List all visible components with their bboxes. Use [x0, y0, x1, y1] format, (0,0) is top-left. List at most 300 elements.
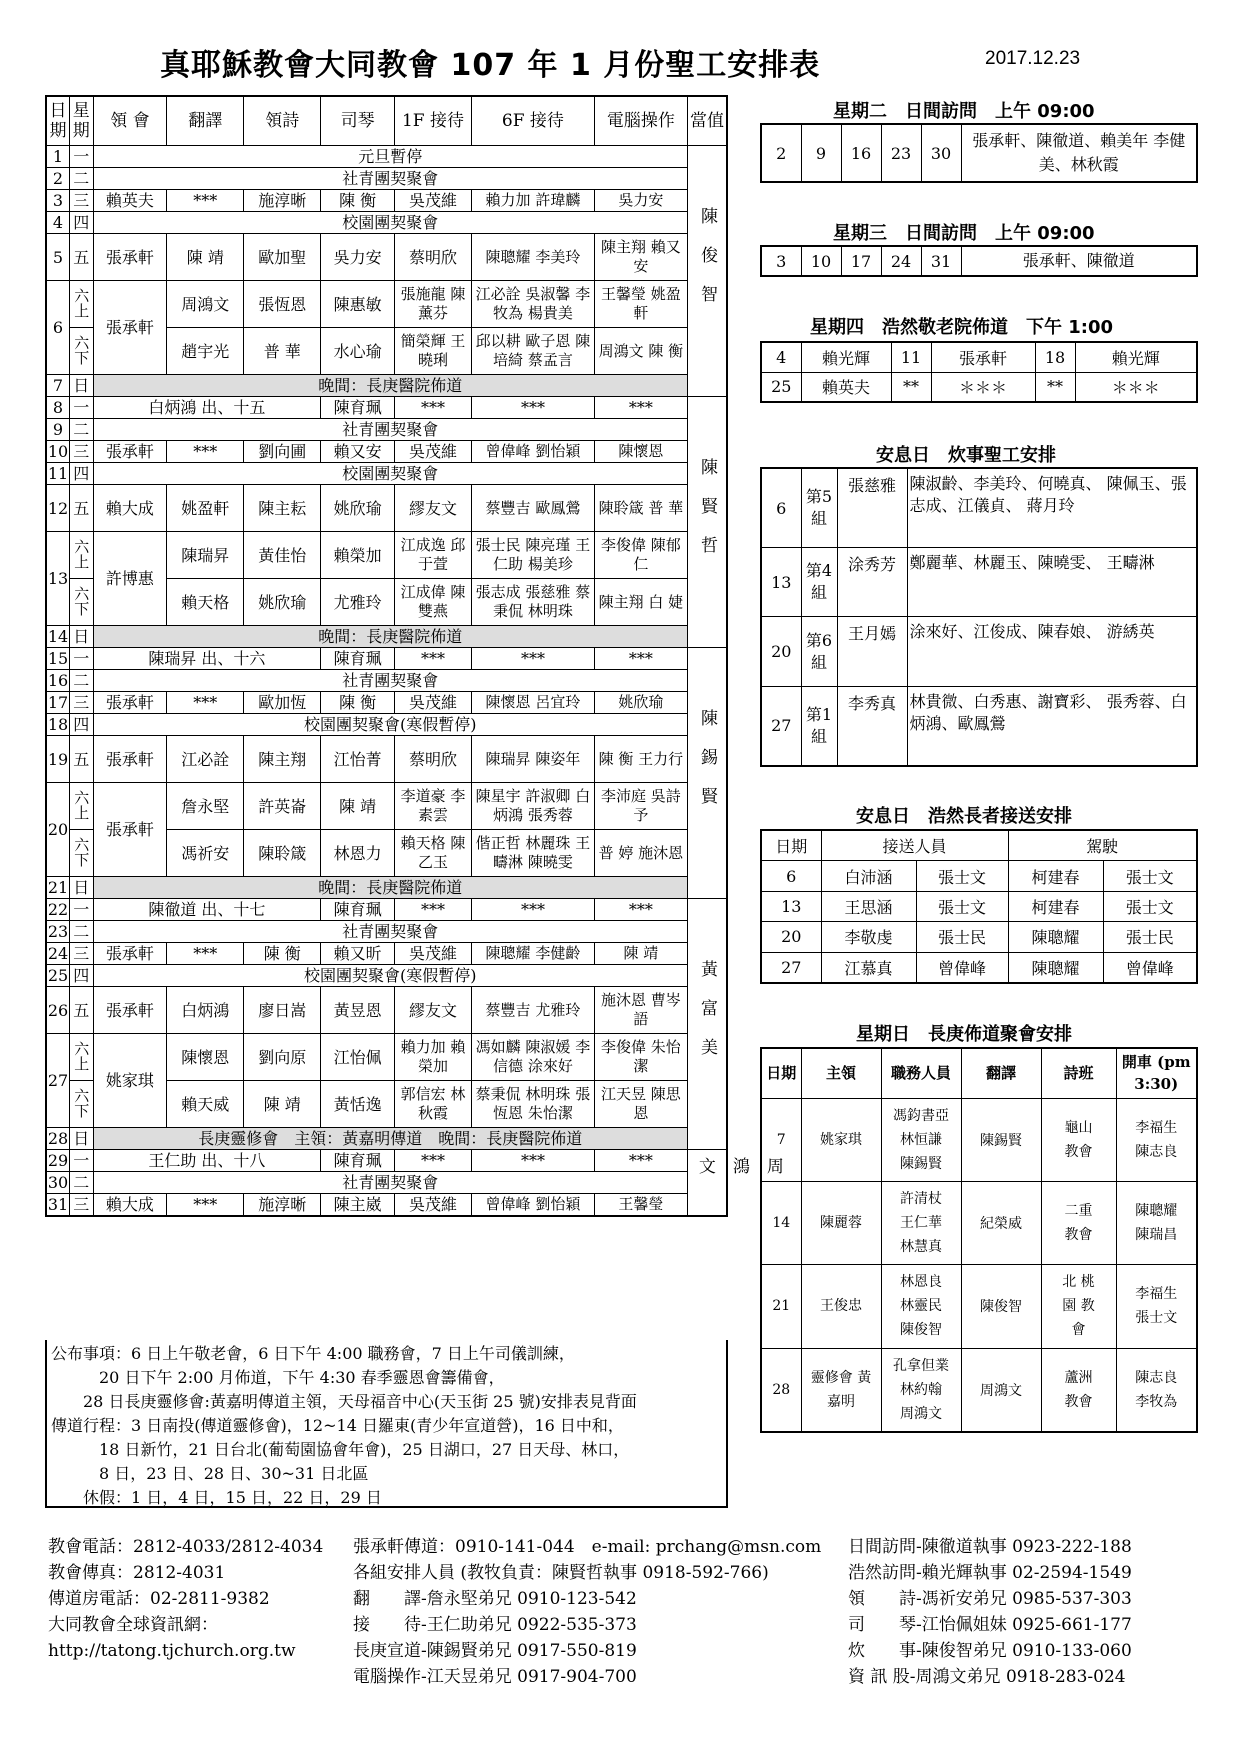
column-header: 領 會: [93, 96, 167, 146]
assignment-cell: ***: [395, 1150, 472, 1172]
on-duty-cell: [687, 1150, 783, 1217]
assignment-cell: 吳茂維: [395, 1194, 472, 1217]
assignment-cell: 李道豪 李素雲: [395, 783, 472, 830]
assignment-cell: 歐加聖: [244, 234, 321, 281]
on-duty-name: 陳賢哲: [696, 457, 717, 575]
assignment-cell: 簡榮輝 王曉琍: [395, 328, 472, 375]
date: **: [1035, 372, 1075, 402]
contact-line: 司 琴-江怡佩姐妹 0925-661-177: [848, 1615, 1132, 1635]
visit-date: 17: [841, 246, 881, 276]
assignment-cell: 黃恬逸: [321, 1081, 395, 1128]
day-number: 11: [47, 464, 69, 483]
date: 25: [761, 372, 801, 402]
person: 陳聰耀: [1008, 922, 1103, 952]
assignment-cell: 江成逸 邱于萱: [395, 532, 472, 579]
day-number: 12: [46, 485, 70, 532]
weekday: 二: [70, 168, 94, 190]
schedule-row: [46, 281, 727, 328]
person: 王思涵: [821, 891, 916, 921]
date: 20: [761, 922, 821, 952]
weekday: 四: [70, 212, 94, 234]
schedule-row: [46, 965, 727, 987]
assignment-cell: 李俊偉 陳郁仁: [594, 532, 687, 579]
on-duty-cell: [687, 899, 727, 1150]
column-header: 接送人員: [821, 830, 1008, 861]
day-number: 14: [47, 627, 69, 646]
contact-line: 領 詩-馮祈安弟兄 0985-537-303: [848, 1589, 1132, 1609]
weekday: 三: [70, 190, 94, 212]
assignment-cell: 陳育珮: [321, 397, 395, 419]
assignment-cell: 蔡秉侃 林明珠 張恆恩 朱怡潔: [471, 1081, 594, 1128]
notice-line: 28 日長庚靈修會:黃嘉明傳道主領，天母福音中心(天玉街 25 號)安排表見背面: [51, 1392, 637, 1411]
date: 4: [761, 342, 801, 372]
staff-name: 馮鈞書亞: [893, 1107, 949, 1124]
assignment-cell: 廖日嵩: [244, 987, 321, 1034]
weekday: 四: [70, 463, 94, 485]
assignment-cell: 劉向原: [244, 1034, 321, 1081]
column-header: 6F 接待: [471, 96, 594, 146]
assignment-cell: 李沛庭 吳詩予: [594, 783, 687, 830]
day-number: 18: [47, 715, 69, 734]
schedule-row: [46, 877, 727, 899]
assignment-cell: 陳主翔 賴又安: [594, 234, 687, 281]
assignment-cell: 吳力安: [321, 234, 395, 281]
day-number: 13: [46, 532, 70, 626]
date: 7: [761, 1098, 801, 1181]
person: 柯建春: [1008, 861, 1103, 891]
group-leader: 李秀真: [837, 686, 907, 766]
translator: 紀榮威: [961, 1181, 1041, 1264]
date: 18: [1035, 342, 1075, 372]
assignment-cell: ***: [594, 1150, 687, 1172]
assignment-cell: 吳茂維: [395, 692, 472, 714]
weekday-down-cell: [70, 579, 94, 626]
weekday-down-cell: [70, 1081, 94, 1128]
assignment-cell: 偕正哲 林麗珠 王疇淋 陳曉雯: [471, 830, 594, 877]
assignment-cell: 張士民 陳亮瑾 王仁助 楊美珍: [471, 532, 594, 579]
assignment-cell: 馮如麟 陳淑媛 李信德 涂來好: [471, 1034, 594, 1081]
weekday: 一: [70, 397, 94, 419]
notice-line: 18 日新竹，21 日台北(葡萄園協會年會)，25 日湖口，27 日天母、林口，: [51, 1440, 630, 1459]
date: 13: [761, 891, 821, 921]
column-header: 翻譯: [961, 1048, 1041, 1098]
church-contact-column: [48, 1534, 323, 1664]
kitchen-row: [761, 617, 1197, 686]
group-members: 鄭麗華、林麗玉、陳曉雯、 王疇淋: [907, 548, 1197, 617]
day-number: 17: [47, 693, 69, 712]
weekday-up-cell: [70, 532, 94, 579]
assignment-cell: 張承軒: [93, 987, 167, 1034]
sunday-evangelism-title: 星期日 長庚佈道聚會安排: [856, 1024, 1072, 1045]
on-duty-cell: [687, 146, 727, 397]
schedule-row: [46, 921, 727, 943]
date: 28: [761, 1348, 801, 1432]
assignment-cell: 陳聰耀 李健齡: [471, 943, 594, 965]
assignment-cell: ***: [594, 397, 687, 419]
sunday-row: [761, 1348, 1197, 1432]
day-number: 8: [46, 397, 70, 419]
schedule-note: 社青團契聚會: [93, 921, 687, 943]
weekday-label: 六上: [74, 1040, 90, 1073]
day-number: 26: [46, 987, 70, 1034]
column-header: 詩班: [1041, 1048, 1116, 1098]
person: 張士民: [916, 922, 1008, 952]
visit-date: 23: [881, 124, 921, 182]
preacher: ＊＊＊: [1075, 372, 1197, 402]
elder-transport-title: 安息日 浩然長者接送安排: [856, 806, 1072, 827]
assignment-cell: 賴大成: [93, 485, 167, 532]
visit-date: 31: [921, 246, 961, 276]
elder-header-row: [761, 830, 1197, 861]
assignment-cell: 王馨瑩: [594, 1194, 687, 1217]
day-number: 20: [46, 783, 70, 877]
schedule-row: [46, 375, 727, 397]
assignment-cell: 邱以耕 歐子恩 陳培綺 蔡孟言: [471, 328, 594, 375]
assignment-cell: ***: [471, 397, 594, 419]
on-duty-cell: [687, 397, 727, 648]
day-number: 3: [46, 190, 70, 212]
translator: 陳俊智: [961, 1265, 1041, 1348]
choir: 北 桃園 教會: [1041, 1265, 1116, 1348]
preacher: 張承軒: [931, 342, 1035, 372]
day-number: 23: [47, 922, 69, 941]
assignment-cell: 蔡豐吉 歐鳳鶯: [471, 485, 594, 532]
assignment-cell: 尤雅玲: [321, 579, 395, 626]
person: 曾偉峰: [916, 952, 1008, 983]
schedule-row: [46, 463, 727, 485]
contact-line: 浩然訪問-賴光輝執事 02-2594-1549: [848, 1563, 1132, 1583]
assignment-cell: 陳主耘: [244, 485, 321, 532]
weekday: 日: [70, 626, 94, 648]
person: 李敬虔: [821, 922, 916, 952]
schedule-row: [46, 943, 727, 965]
tuesday-visit-title: 星期二 日間訪問 上午 09:00: [833, 101, 1095, 122]
assignment-cell: ***: [471, 1150, 594, 1172]
date: 13: [761, 548, 801, 617]
day-number: 22: [47, 900, 69, 919]
weekday: 一: [70, 146, 94, 168]
assignment-cell: ***: [167, 943, 244, 965]
staff-name: 林恩良: [900, 1274, 942, 1291]
group-leader: 張慈雅: [837, 468, 907, 548]
contact-line: 教會傳真：2812-4031: [48, 1563, 226, 1583]
assignment-cell: 李俊偉 朱怡潔: [594, 1034, 687, 1081]
schedule-note: 校園團契聚會(寒假暫停): [93, 714, 687, 736]
weekday: 二: [70, 921, 94, 943]
assignment-cell: 陳惠敏: [321, 281, 395, 328]
staff-name: 周鴻文: [900, 1405, 942, 1422]
weekday: 三: [70, 943, 94, 965]
assignment-cell: 江怡菁: [321, 736, 395, 783]
schedule-note: 長庚靈修會 主領：黃嘉明傳道 晚間：長庚醫院佈道: [93, 1128, 687, 1150]
day-number: 4: [46, 212, 70, 234]
schedule-row: [46, 485, 727, 532]
assignment-cell: 陳 衡: [321, 190, 395, 212]
sunday-row: [761, 1181, 1197, 1264]
leader-cell: 張承軒: [93, 281, 167, 375]
group: 第6組: [801, 617, 837, 686]
contact-line: 教會電話：2812-4033/2812-4034: [48, 1537, 324, 1557]
notice-line: 20 日下午 2:00 月佈道，下午 4:30 春季靈恩會籌備會，: [51, 1368, 505, 1387]
translator: 陳錫賢: [961, 1098, 1041, 1181]
monday-lead: 陳瑞昇 出、十六: [93, 648, 321, 670]
group: 第4組: [801, 548, 837, 617]
assignment-cell: 白炳鴻: [167, 987, 244, 1034]
assignment-cell: 江天昱 陳思恩: [594, 1081, 687, 1128]
date: **: [891, 372, 931, 402]
assignment-cell: 賴力加 賴榮加: [395, 1034, 472, 1081]
assignment-cell: 吳茂維: [395, 441, 472, 463]
schedule-row: [46, 692, 727, 714]
assignment-cell: 周鴻文: [167, 281, 244, 328]
schedule-note: 晚間：長庚醫院佈道: [93, 375, 687, 397]
assignment-cell: 陳 衡 王力行: [594, 736, 687, 783]
translator: 周鴻文: [961, 1348, 1041, 1432]
staff-cell: [881, 1181, 961, 1264]
assignment-cell: 賴又昕: [321, 943, 395, 965]
preacher: 賴英夫: [801, 372, 891, 402]
day-number: 27: [46, 1034, 70, 1128]
staff-name: 陳錫賢: [900, 1155, 942, 1172]
elder-row: [761, 922, 1197, 952]
leader: 姚家琪: [801, 1098, 881, 1181]
notice-line: 公布事項：6 日上午敬老會，6 日下午 4:00 職務會，7 日上午司儀訓練，: [51, 1344, 575, 1363]
sunday-row: [761, 1265, 1197, 1348]
assignment-cell: 陳懷恩 呂宜玲: [471, 692, 594, 714]
person: 白沛涵: [821, 861, 916, 891]
assignment-cell: 江必詮 吳淑馨 李牧為 楊貴美: [471, 281, 594, 328]
kitchen-row: [761, 548, 1197, 617]
weekday: 日: [70, 1128, 94, 1150]
weekday: 四: [70, 714, 94, 736]
assignment-cell: 賴又安: [321, 441, 395, 463]
contact-line: 張承軒傳道：0910-141-044 e-mail: prchang@msn.com: [353, 1537, 822, 1557]
weekday: 五: [70, 736, 94, 783]
monday-lead: 陳徹道 出、十七: [93, 899, 321, 921]
preacher: ＊＊＊: [931, 372, 1035, 402]
assignment-cell: 陳瑞昇: [167, 532, 244, 579]
notice-line: 8 日，23 日、28 日、30~31 日北區: [51, 1464, 369, 1483]
schedule-table: [45, 95, 783, 1217]
assignment-cell: 姚欣瑜: [244, 579, 321, 626]
assignment-cell: 賴力加 許瑋麟: [471, 190, 594, 212]
visit-date: 10: [801, 246, 841, 276]
preacher: 賴光輝: [1075, 342, 1197, 372]
kitchen-table: [760, 467, 1198, 767]
assignment-cell: 繆友文: [395, 987, 472, 1034]
deacon-contact-column: [848, 1534, 1132, 1690]
assignment-cell: 張恆恩: [244, 281, 321, 328]
sunday-row: [761, 1098, 1197, 1181]
person: 柯建春: [1008, 891, 1103, 921]
assignment-cell: 陳 衡: [321, 692, 395, 714]
group: 第1組: [801, 686, 837, 766]
day-number: 7: [46, 375, 70, 397]
kitchen-title: 安息日 炊事聖工安排: [876, 445, 1056, 466]
on-duty-name: 黃富美: [696, 959, 717, 1077]
assignment-cell: 賴英夫: [93, 190, 167, 212]
assignment-cell: 許英崙: [244, 783, 321, 830]
weekday-label: 六下: [74, 585, 90, 618]
weekday-up-cell: [70, 281, 94, 328]
schedule-row: [46, 168, 727, 190]
assignment-cell: 蔡豐吉 尤雅玲: [471, 987, 594, 1034]
assignment-cell: ***: [167, 692, 244, 714]
date: 20: [761, 617, 801, 686]
leader: 靈修會 黃嘉明: [801, 1348, 881, 1432]
assignment-cell: 賴天格 陳乙玉: [395, 830, 472, 877]
assignment-cell: 林恩力: [321, 830, 395, 877]
assignment-cell: 普 婷 施沐恩: [594, 830, 687, 877]
column-header: 司琴: [321, 96, 395, 146]
day-number: 19: [46, 736, 70, 783]
date: 14: [761, 1181, 801, 1264]
thursday-sermon-title: 星期四 浩然敬老院佈道 下午 1:00: [810, 317, 1114, 338]
drivers: 陳志良 李牧為: [1116, 1348, 1197, 1432]
assignment-cell: 陳瑞昇 陳姿年: [471, 736, 594, 783]
contact-line: 日間訪問-陳徹道執事 0923-222-188: [848, 1537, 1132, 1557]
leader-cell: 姚家琪: [93, 1034, 167, 1128]
assignment-cell: 施沐恩 曹岑語: [594, 987, 687, 1034]
contact-line: 各組安排人員 (教牧負責：陳賢哲執事 0918-592-766): [353, 1563, 769, 1583]
day-number: 30: [47, 1173, 69, 1192]
column-header: 日期: [46, 96, 70, 146]
assignment-cell: 張施龍 陳薰芬: [395, 281, 472, 328]
weekday: 二: [70, 670, 94, 692]
weekday: 一: [70, 899, 94, 921]
schedule-note: 社青團契聚會: [93, 419, 687, 441]
staff-name: 孔拿但業: [893, 1357, 949, 1374]
assignment-cell: 陳星宇 許淑卿 白炳鴻 張秀蓉: [471, 783, 594, 830]
column-header: 當值: [687, 96, 727, 146]
assignment-cell: 吳茂維: [395, 190, 472, 212]
assignment-cell: 趙宇光: [167, 328, 244, 375]
choir: 蘆洲 教會: [1041, 1348, 1116, 1432]
choir: 龜山 教會: [1041, 1098, 1116, 1181]
kitchen-row: [761, 468, 1197, 548]
assignment-cell: 江怡佩: [321, 1034, 395, 1081]
assignment-cell: 賴天格: [167, 579, 244, 626]
assignment-cell: ***: [167, 190, 244, 212]
on-duty-name: 陳錫賢: [696, 708, 717, 826]
day-number: 5: [46, 234, 70, 281]
schedule-row: [46, 783, 727, 830]
weekday-down-cell: [70, 328, 94, 375]
assignment-cell: 郭信宏 林秋霞: [395, 1081, 472, 1128]
wednesday-visit-title: 星期三 日間訪問 上午 09:00: [833, 223, 1095, 244]
assignment-cell: 陳懷恩: [594, 441, 687, 463]
schedule-row: [46, 419, 727, 441]
visit-date: 24: [881, 246, 921, 276]
column-header: 星期: [70, 96, 94, 146]
assignment-cell: 賴大成: [93, 1194, 167, 1217]
assignment-cell: 江必詮: [167, 736, 244, 783]
schedule-note: 晚間：長庚醫院佈道: [93, 626, 687, 648]
staff-cell: [881, 1098, 961, 1181]
assignment-cell: 劉向圃: [244, 441, 321, 463]
visit-date: 2: [761, 124, 801, 182]
assignment-cell: 歐加恆: [244, 692, 321, 714]
contact-line: 翻 譯-詹永堅弟兄 0910-123-542: [353, 1589, 637, 1609]
weekday-up-cell: [70, 783, 94, 830]
sunday-header-row: [761, 1048, 1197, 1098]
assignment-cell: 姚欣瑜: [321, 485, 395, 532]
weekday-label: 六上: [74, 287, 90, 320]
leader: 王俊忠: [801, 1265, 881, 1348]
assignment-cell: ***: [167, 441, 244, 463]
assignment-cell: ***: [594, 648, 687, 670]
assignment-cell: 繆友文: [395, 485, 472, 532]
assignment-cell: ***: [167, 1194, 244, 1217]
visit-people: 張承軒、陳徹道、賴美年 李健美、林秋霞: [961, 124, 1197, 182]
assignment-cell: 陳 靖: [594, 943, 687, 965]
group: 第5組: [801, 468, 837, 548]
assignment-cell: 姚欣瑜: [594, 692, 687, 714]
assignment-cell: 賴天威: [167, 1081, 244, 1128]
assignment-cell: 江成偉 陳雙燕: [395, 579, 472, 626]
assignment-cell: 張承軒: [93, 943, 167, 965]
column-header: 電腦操作: [594, 96, 687, 146]
notices-box: [45, 1340, 728, 1508]
contact-line: 大同教會全球資訊網：: [48, 1615, 218, 1635]
schedule-note: 社青團契聚會: [93, 670, 687, 692]
group-leader: 王月嫣: [837, 617, 907, 686]
staff-name: 林靈民: [900, 1298, 942, 1315]
day-number: 16: [47, 671, 69, 690]
tuesday-visit-table: [760, 123, 1198, 183]
group-members: 林貴微、白秀惠、謝寶彩、 張秀蓉、白炳鴻、歐鳳鶯: [907, 686, 1197, 766]
assignment-cell: 陳聆箴 普 華: [594, 485, 687, 532]
schedule-note: 元旦暫停: [93, 146, 687, 168]
drivers: 李福生 張士文: [1116, 1265, 1197, 1348]
on-duty-name: 陳俊智: [696, 206, 717, 324]
contact-line: 資 訊 股-周鴻文弟兄 0918-283-024: [848, 1667, 1126, 1687]
day-number: 25: [47, 966, 69, 985]
weekday-up-cell: [70, 1034, 94, 1081]
sunday-evangelism-table: [760, 1047, 1198, 1433]
assignment-cell: 水心瑜: [321, 328, 395, 375]
assignment-cell: ***: [395, 648, 472, 670]
day-number: 9: [46, 419, 70, 441]
visit-people: 張承軒、陳徹道: [961, 246, 1197, 276]
contact-line: 傳道房電話：02-2811-9382: [48, 1589, 270, 1609]
assignment-cell: ***: [471, 899, 594, 921]
contact-line: 接 待-王仁助弟兄 0922-535-373: [353, 1615, 637, 1635]
wednesday-visit-table: [760, 245, 1198, 277]
day-number: 6: [46, 281, 70, 375]
contact-line: 長庚宣道-陳錫賢弟兄 0917-550-819: [353, 1641, 637, 1661]
group-members: 涂來好、江俊成、陳春娘、 游綉英: [907, 617, 1197, 686]
drivers: 陳聰耀 陳瑞昌: [1116, 1181, 1197, 1264]
notice-line: 休假：1 日，4 日，15 日，22 日，29 日: [51, 1488, 382, 1507]
page-title: 真耶穌教會大同教會 107 年 1 月份聖工安排表: [160, 48, 821, 83]
person: 曾偉峰: [1103, 952, 1197, 983]
column-header: 日期: [761, 830, 821, 861]
contact-line: 電腦操作-江天昱弟兄 0917-904-700: [353, 1667, 637, 1687]
thursday-row: [761, 372, 1197, 402]
staff-contact-column: [353, 1534, 821, 1690]
staff-name: 林恒謙: [900, 1131, 942, 1148]
schedule-row: [46, 736, 727, 783]
staff-name: 陳俊智: [900, 1322, 942, 1339]
column-header: 駕駛: [1008, 830, 1197, 861]
schedule-row: [46, 648, 727, 670]
weekday: 五: [70, 234, 94, 281]
staff-name: 林約翰: [900, 1381, 942, 1398]
assignment-cell: 蔡明欣: [395, 736, 472, 783]
visit-date: 16: [841, 124, 881, 182]
staff-name: 林慧真: [900, 1239, 942, 1256]
